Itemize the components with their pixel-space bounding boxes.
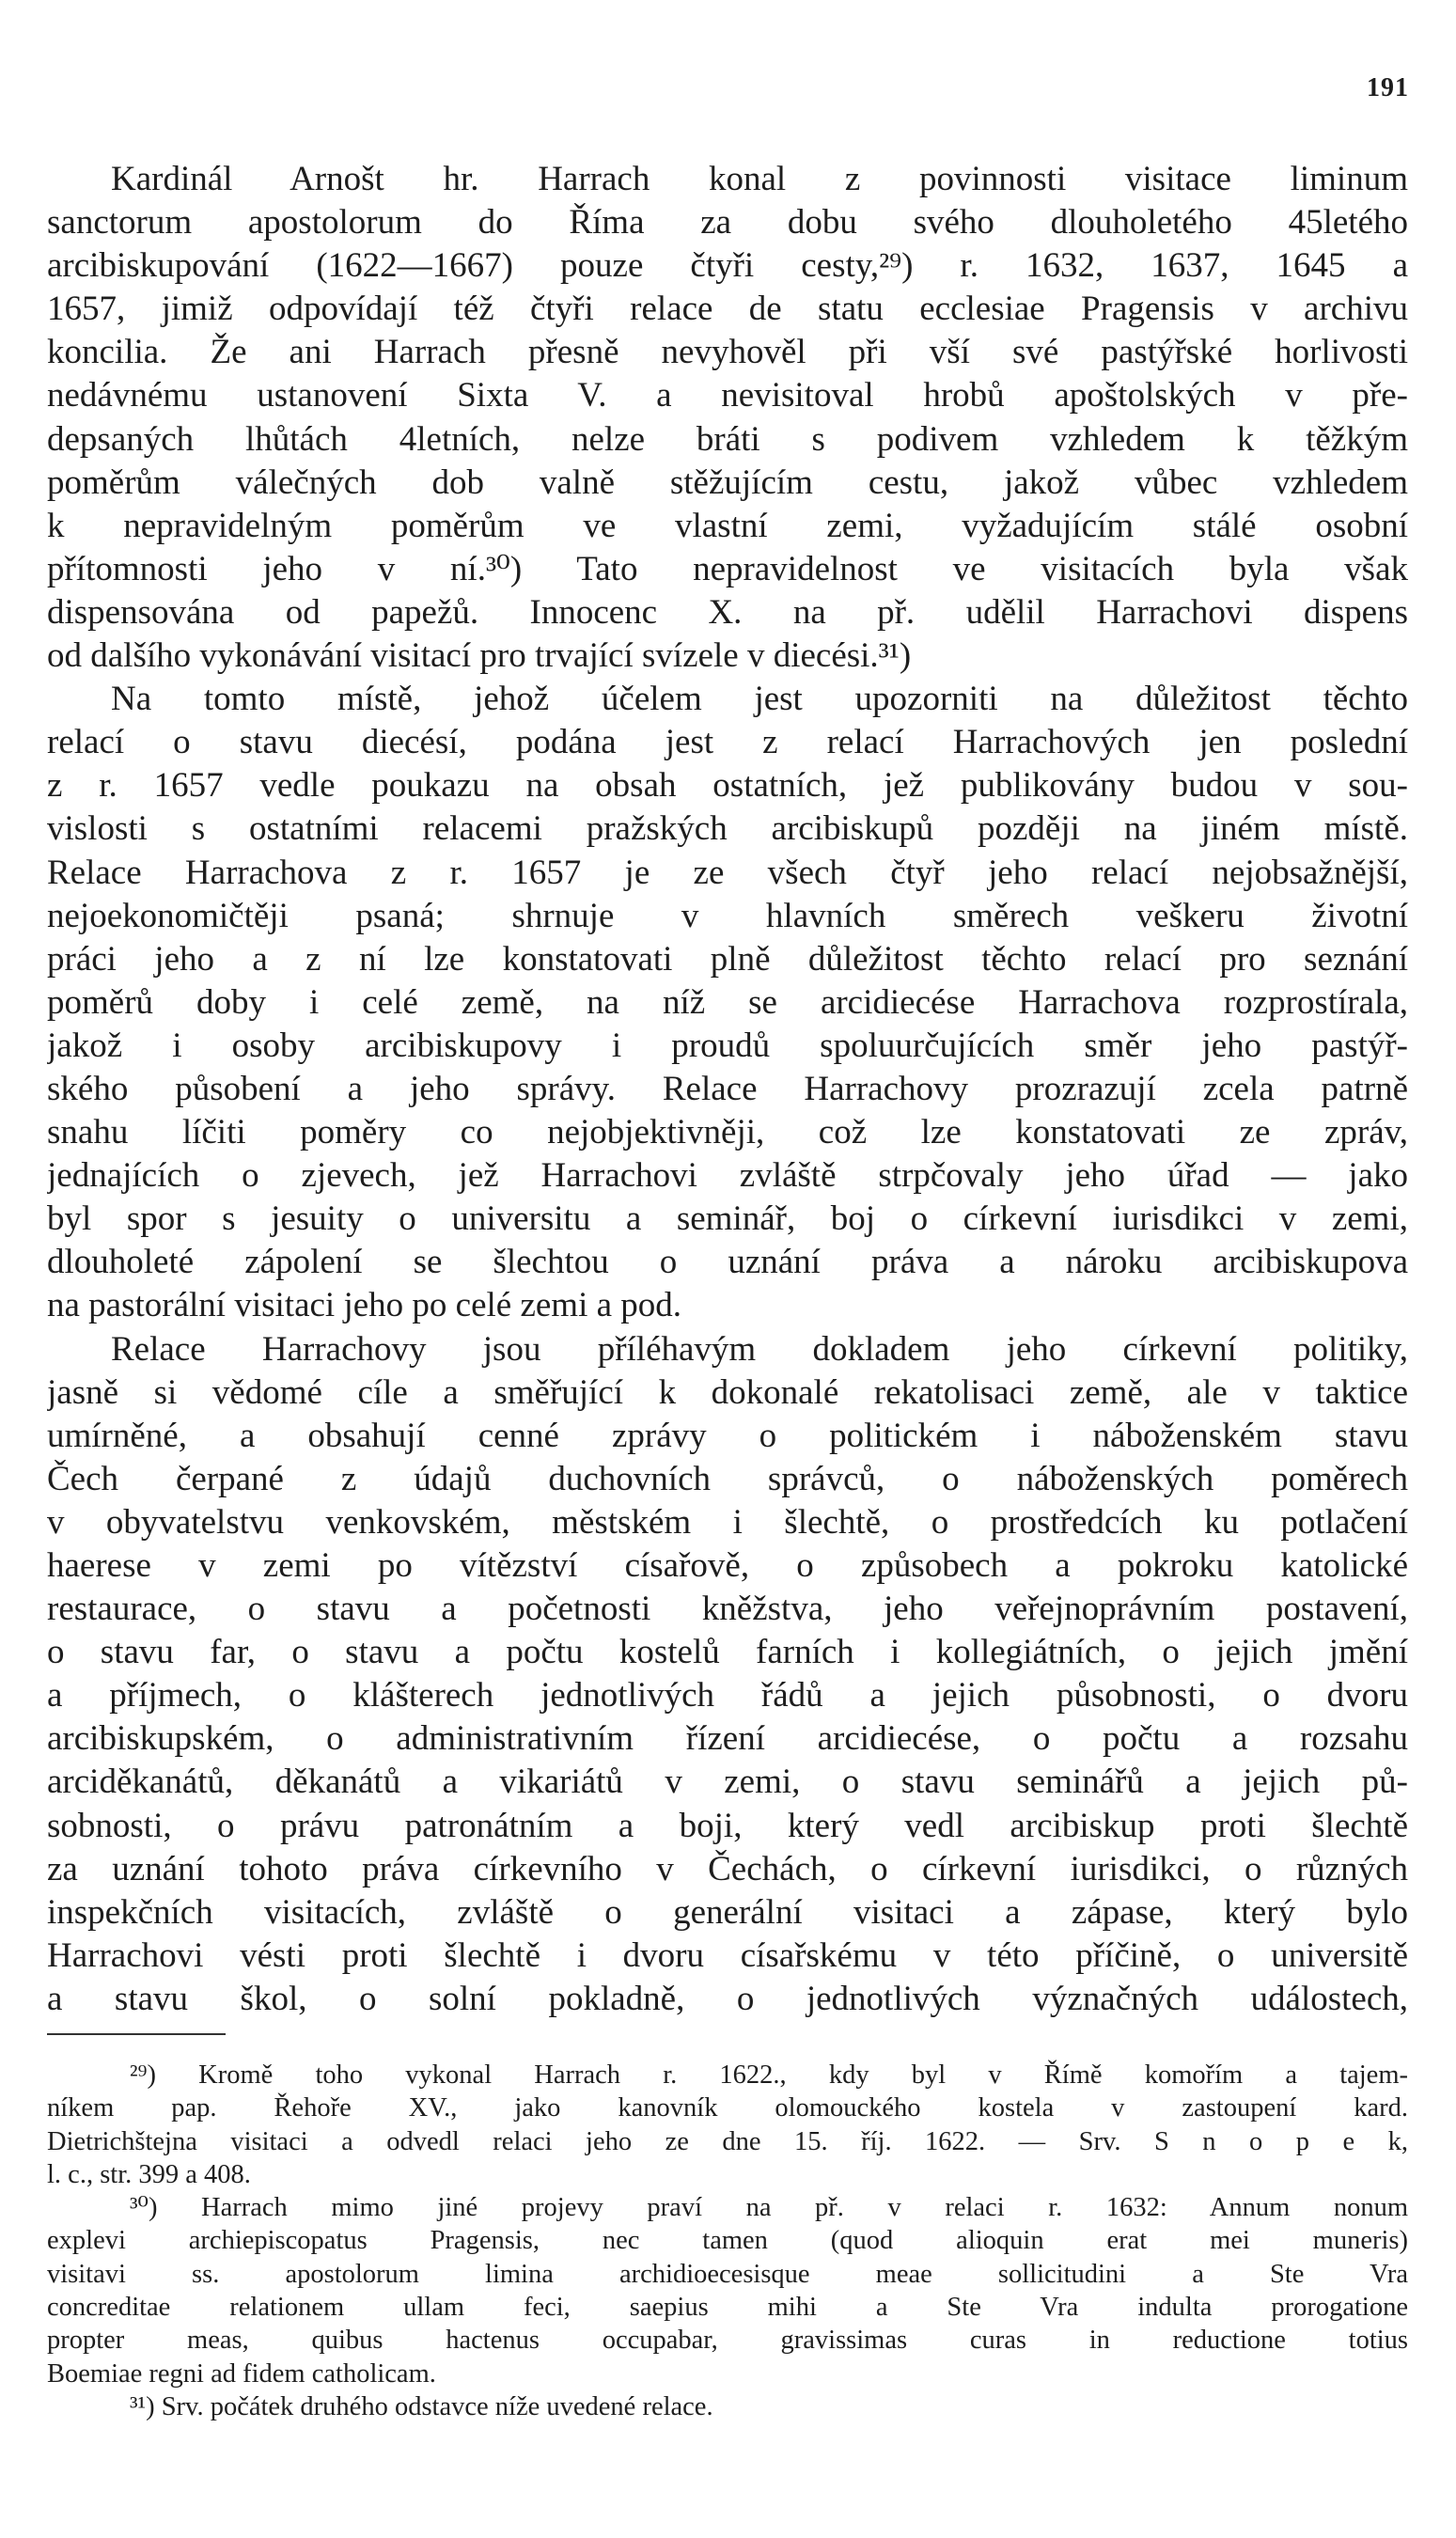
text-line: byl spor s jesuity o universitu a seminář, boj o církevní iurisdikci v zemi,: [47, 1199, 1408, 1239]
footnotes: [47, 2059, 1408, 2423]
footnote-line: Boemiae regni ad fidem catholicam.: [47, 2358, 436, 2389]
text-line: Kardinál Arnošt hr. Harrach konal z povinnosti visitace liminum: [111, 160, 1408, 198]
text-line: v obyvatelstvu venkovském, městském i šlechtě, o prostředcích ku potlačení: [47, 1502, 1408, 1542]
footnote-line: l. c., str. 399 a 408.: [47, 2159, 251, 2189]
footnote-line: explevi archiepiscopatus Pragensis, nec tamen (quod alioquin erat mei muneris): [47, 2226, 1408, 2256]
text-line: k nepravidelným poměrům ve vlastní zemi, vyžadujícím stálé osobní: [47, 506, 1408, 545]
footnote-line: visitavi ss. apostolorum limina archidioecesisque meae sollicitudini a Ste Vra: [47, 2259, 1408, 2289]
text-line: umírněné, a obsahují cenné zprávy o politickém i náboženském stavu: [47, 1416, 1408, 1455]
text-line: na pastorální visitaci jeho po celé zemi a pod.: [47, 1286, 682, 1325]
footnote-line: níkem pap. Řehoře XV., jako kanovník olomouckého kostela v zastoupení kard.: [47, 2093, 1408, 2123]
text-line: ského působení a jeho správy. Relace Harrachovy prozrazují zcela patrně: [47, 1069, 1408, 1108]
text-line: a stavu škol, o solní pokladně, o jednotlivých význačných událostech,: [47, 1979, 1408, 2018]
text-line: poměrů doby i celé země, na níž se arcidiecése Harrachova rozprostírala,: [47, 982, 1408, 1022]
body-text: [47, 158, 1408, 2021]
text-line: Čech čerpané z údajů duchovních správců, o náboženských poměrech: [47, 1459, 1408, 1498]
text-line: dlouholeté zápolení se šlechtou o uznání práva a nároku arcibiskupova: [47, 1243, 1408, 1282]
text-line: od dalšího vykonávání visitací pro trvající svízele v diecési.³¹): [47, 636, 912, 676]
text-line: arciděkanátů, děkanátů a vikariátů v zemi, o stavu seminářů a jejich pů-: [47, 1762, 1408, 1802]
footnote-line: Dietrichštejna visitaci a odvedl relaci jeho ze dne 15. říj. 1622. — Srv. S n o p e k,: [47, 2126, 1408, 2156]
text-line: sanctorum apostolorum do Říma za dobu svého dlouholetého 45letého: [47, 203, 1408, 243]
text-line: arcibiskupském, o administrativním řízení arcidiecése, o počtu a rozsahu: [47, 1719, 1408, 1759]
text-line: Na tomto místě, jehož účelem jest upozorniti na důležitost těchto: [111, 680, 1408, 719]
text-line: Relace Harrachovy jsou příléhavým dokladem jeho církevní politiky,: [111, 1329, 1408, 1369]
text-line: přítomnosti jeho v ní.³⁰) Tato nepravidelnost ve visitacích byla však: [47, 549, 1408, 588]
text-line: haerese v zemi po vítězství císařově, o způsobech a pokroku katolické: [47, 1546, 1408, 1585]
footnote-line: ²⁹) Kromě toho vykonal Harrach r. 1622., kdy byl v Římě komořím a tajem-: [130, 2060, 1408, 2090]
text-line: jakož i osoby arcibiskupovy i proudů spoluurčujících směr jeho pastýř-: [47, 1026, 1408, 1065]
text-line: snahu líčiti poměry co nejobjektivněji, což lze konstatovati ze zpráv,: [47, 1113, 1408, 1152]
text-line: 1657, jimiž odpovídají též čtyři relace de statu ecclesiae Pragensis v archivu: [47, 290, 1408, 329]
text-line: vislosti s ostatními relacemi pražských arcibiskupů později na jiném místě.: [47, 809, 1408, 849]
text-line: Harrachovi vésti proti šlechtě i dvoru císařskému v této příčině, o universitě: [47, 1935, 1408, 1975]
footnote-line: ³⁰) Harrach mimo jiné projevy praví na př. v relaci r. 1632: Annum nonum: [130, 2193, 1408, 2223]
text-line: nejoekonomičtěji psaná; shrnuje v hlavních směrech veškeru životní: [47, 896, 1408, 935]
text-line: restaurace, o stavu a početnosti kněžstva, jeho veřejnoprávním postavení,: [47, 1590, 1408, 1629]
text-line: jednajících o zjevech, jež Harrachovi zvláště strpčovaly jeho úřad — jako: [47, 1156, 1408, 1196]
footnote-line: propter meas, quibus hactenus occupabar, gravissimas curas in reductione totius: [47, 2326, 1408, 2356]
text-line: inspekčních visitacích, zvláště o generální visitaci a zápase, který bylo: [47, 1892, 1408, 1932]
text-line: práci jeho a z ní lze konstatovati plně důležitost těchto relací pro seznání: [47, 939, 1408, 979]
text-line: koncilia. Že ani Harrach přesně nevyhověl při vší své pastýřské horlivosti: [47, 333, 1408, 372]
text-line: Relace Harrachova z r. 1657 je ze všech čtyř jeho relací nejobsažnější,: [47, 853, 1408, 892]
footnote-separator: [47, 2033, 226, 2035]
text-line: sobnosti, o právu patronátním a boji, který vedl arcibiskup proti šlechtě: [47, 1806, 1408, 1845]
text-line: relací o stavu diecésí, podána jest z relací Harrachových jen poslední: [47, 723, 1408, 762]
text-line: a příjmech, o klášterech jednotlivých řádů a jejich působnosti, o dvoru: [47, 1676, 1408, 1716]
text-line: za uznání tohoto práva církevního v Čechách, o církevní iurisdikci, o různých: [47, 1849, 1408, 1888]
text-line: nedávnému ustanovení Sixta V. a nevisitoval hrobů apoštolských v pře-: [47, 376, 1408, 415]
text-line: jasně si vědomé cíle a směřující k dokonalé rekatolisaci země, ale v taktice: [47, 1372, 1408, 1412]
text-line: z r. 1657 vedle poukazu na obsah ostatních, jež publikovány budou v sou-: [47, 766, 1408, 806]
footnote-line: concreditae relationem ullam feci, saepius mihi a Ste Vra indulta prorogatione: [47, 2293, 1408, 2323]
text-line: poměrům válečných dob valně stěžujícím cestu, jakož vůbec vzhledem: [47, 462, 1408, 502]
text-line: arcibiskupování (1622—1667) pouze čtyři cesty,²⁹) r. 1632, 1637, 1645 a: [47, 246, 1408, 286]
page-number: 191: [1367, 73, 1409, 102]
text-line: o stavu far, o stavu a počtu kostelů farních i kollegiátních, o jejich jmění: [47, 1633, 1408, 1672]
footnote-line: ³¹) Srv. počátek druhého odstavce níže uvedené relace.: [130, 2391, 713, 2421]
text-line: dispensována od papežů. Innocenc X. na př. udělil Harrachovi dispens: [47, 592, 1408, 632]
text-line: depsaných lhůtách 4letních, nelze bráti s podivem vzhledem k těžkým: [47, 419, 1408, 459]
